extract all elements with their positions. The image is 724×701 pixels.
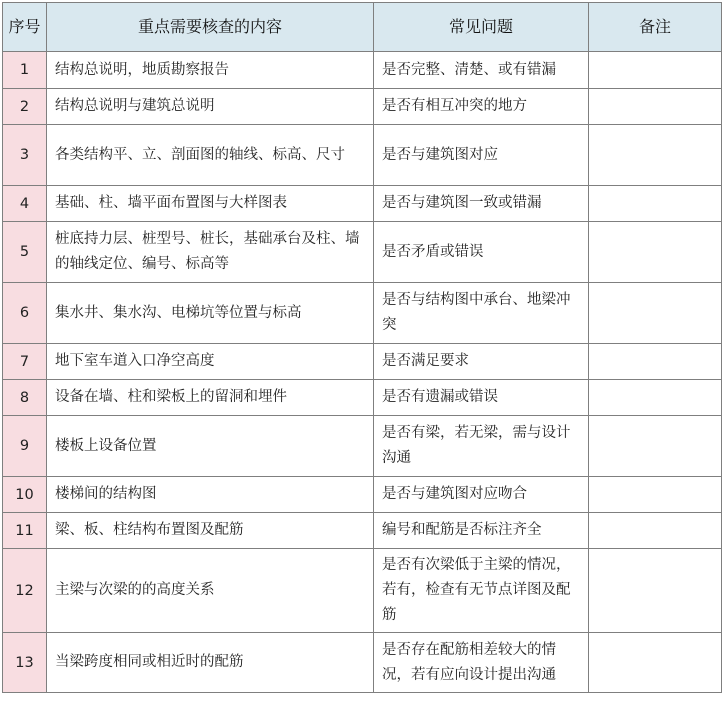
row-no: 3 bbox=[3, 125, 47, 186]
row-no: 9 bbox=[3, 416, 47, 477]
table-row bbox=[3, 549, 722, 633]
row-note bbox=[589, 283, 722, 344]
table-row bbox=[3, 513, 722, 549]
row-note bbox=[589, 549, 722, 633]
row-no: 6 bbox=[3, 283, 47, 344]
row-issue: 是否与结构图中承台、地梁冲突 bbox=[374, 283, 589, 344]
row-issue: 是否满足要求 bbox=[374, 344, 589, 380]
table-row bbox=[3, 477, 722, 513]
row-no: 4 bbox=[3, 186, 47, 222]
row-note bbox=[589, 222, 722, 283]
table-header bbox=[3, 3, 722, 52]
row-no: 12 bbox=[3, 549, 47, 633]
table-row bbox=[3, 416, 722, 477]
row-no: 5 bbox=[3, 222, 47, 283]
row-note bbox=[589, 52, 722, 89]
inspection-checklist-table bbox=[2, 2, 722, 693]
table-row bbox=[3, 125, 722, 186]
row-content: 桩底持力层、桩型号、桩长，基础承台及柱、墙的轴线定位、编号、标高等 bbox=[47, 222, 374, 283]
row-content: 集水井、集水沟、电梯坑等位置与标高 bbox=[47, 283, 374, 344]
row-content: 梁、板、柱结构布置图及配筋 bbox=[47, 513, 374, 549]
row-issue: 是否存在配筋相差较大的情况，若有应向设计提出沟通 bbox=[374, 633, 589, 693]
header-note: 备注 bbox=[589, 3, 722, 52]
row-content: 结构总说明与建筑总说明 bbox=[47, 89, 374, 125]
row-no: 8 bbox=[3, 380, 47, 416]
table-row bbox=[3, 344, 722, 380]
row-content: 主梁与次梁的的高度关系 bbox=[47, 549, 374, 633]
row-issue: 是否有相互冲突的地方 bbox=[374, 89, 589, 125]
row-no: 13 bbox=[3, 633, 47, 693]
row-issue: 是否与建筑图对应 bbox=[374, 125, 589, 186]
row-issue: 是否与建筑图一致或错漏 bbox=[374, 186, 589, 222]
table-row bbox=[3, 52, 722, 89]
table-row bbox=[3, 380, 722, 416]
table-row bbox=[3, 222, 722, 283]
row-issue: 编号和配筋是否标注齐全 bbox=[374, 513, 589, 549]
header-content: 重点需要核查的内容 bbox=[47, 3, 374, 52]
row-content: 楼梯间的结构图 bbox=[47, 477, 374, 513]
row-note bbox=[589, 477, 722, 513]
row-content: 地下室车道入口净空高度 bbox=[47, 344, 374, 380]
row-note bbox=[589, 633, 722, 693]
row-no: 10 bbox=[3, 477, 47, 513]
row-note bbox=[589, 186, 722, 222]
row-no: 1 bbox=[3, 52, 47, 89]
row-content: 基础、柱、墙平面布置图与大样图表 bbox=[47, 186, 374, 222]
row-note bbox=[589, 513, 722, 549]
row-issue: 是否矛盾或错误 bbox=[374, 222, 589, 283]
header-issue: 常见问题 bbox=[374, 3, 589, 52]
row-issue: 是否有遗漏或错误 bbox=[374, 380, 589, 416]
row-no: 2 bbox=[3, 89, 47, 125]
row-issue: 是否有次梁低于主梁的情况，若有，检查有无节点详图及配筋 bbox=[374, 549, 589, 633]
row-content: 设备在墙、柱和梁板上的留洞和埋件 bbox=[47, 380, 374, 416]
header-row bbox=[3, 3, 722, 52]
header-no: 序号 bbox=[3, 3, 47, 52]
row-issue: 是否有梁，若无梁，需与设计沟通 bbox=[374, 416, 589, 477]
table-body bbox=[3, 52, 722, 693]
row-note bbox=[589, 89, 722, 125]
row-content: 楼板上设备位置 bbox=[47, 416, 374, 477]
table-row bbox=[3, 283, 722, 344]
row-content: 当梁跨度相同或相近时的配筋 bbox=[47, 633, 374, 693]
row-content: 结构总说明，地质勘察报告 bbox=[47, 52, 374, 89]
table-row bbox=[3, 89, 722, 125]
row-issue: 是否与建筑图对应吻合 bbox=[374, 477, 589, 513]
row-note bbox=[589, 125, 722, 186]
table-row bbox=[3, 633, 722, 693]
row-note bbox=[589, 416, 722, 477]
row-note bbox=[589, 344, 722, 380]
row-no: 11 bbox=[3, 513, 47, 549]
row-issue: 是否完整、清楚、或有错漏 bbox=[374, 52, 589, 89]
row-note bbox=[589, 380, 722, 416]
row-content: 各类结构平、立、剖面图的轴线、标高、尺寸 bbox=[47, 125, 374, 186]
row-no: 7 bbox=[3, 344, 47, 380]
table-row bbox=[3, 186, 722, 222]
